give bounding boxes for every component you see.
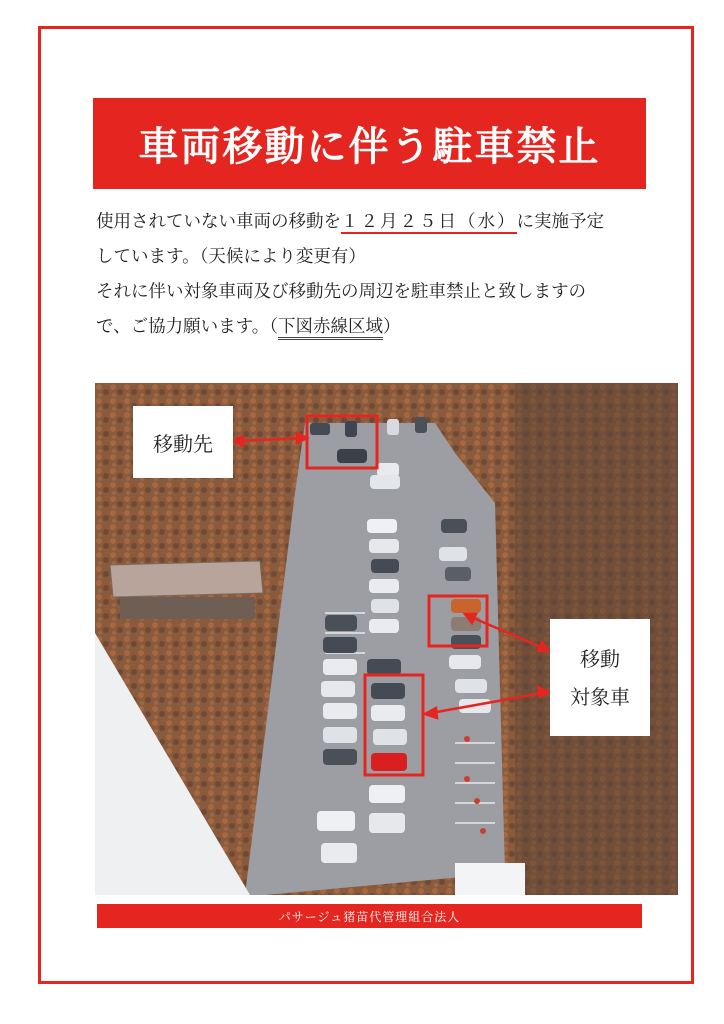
notice-line-3: それに伴い対象車両及び移動先の周辺を駐車禁止と致しますの xyxy=(96,282,586,302)
target-vehicle-label xyxy=(550,619,650,736)
notice-line-1-end: に実施予定 xyxy=(516,212,604,232)
target-vehicle-label-line-1: 移動 xyxy=(580,646,620,671)
destination-label xyxy=(133,406,233,478)
notice-line-4-start: で、ご協力願います。（ xyxy=(96,317,278,337)
notice-line-1 xyxy=(96,205,656,240)
destination-label-text: 移動先 xyxy=(153,431,213,456)
page-title: 車両移動に伴う駐車禁止 xyxy=(93,98,646,189)
aerial-parking-photo xyxy=(95,383,678,895)
event-date: １２月２５日（水） xyxy=(341,212,517,232)
notice-line-4-end: ） xyxy=(383,317,401,337)
restricted-area-ref: 下図赤線区域 xyxy=(278,317,383,340)
notice-text xyxy=(96,205,656,345)
organization-footer: パサージュ猪苗代管理組合法人 xyxy=(97,904,642,928)
notice-line-2: しています。（天候により変更有） xyxy=(96,247,366,267)
notice-line-4 xyxy=(96,310,656,345)
building-roof xyxy=(110,561,263,597)
target-vehicle-label-line-2: 対象車 xyxy=(570,684,630,709)
notice-line-1-start: 使用されていない車両の移動を xyxy=(96,212,341,232)
